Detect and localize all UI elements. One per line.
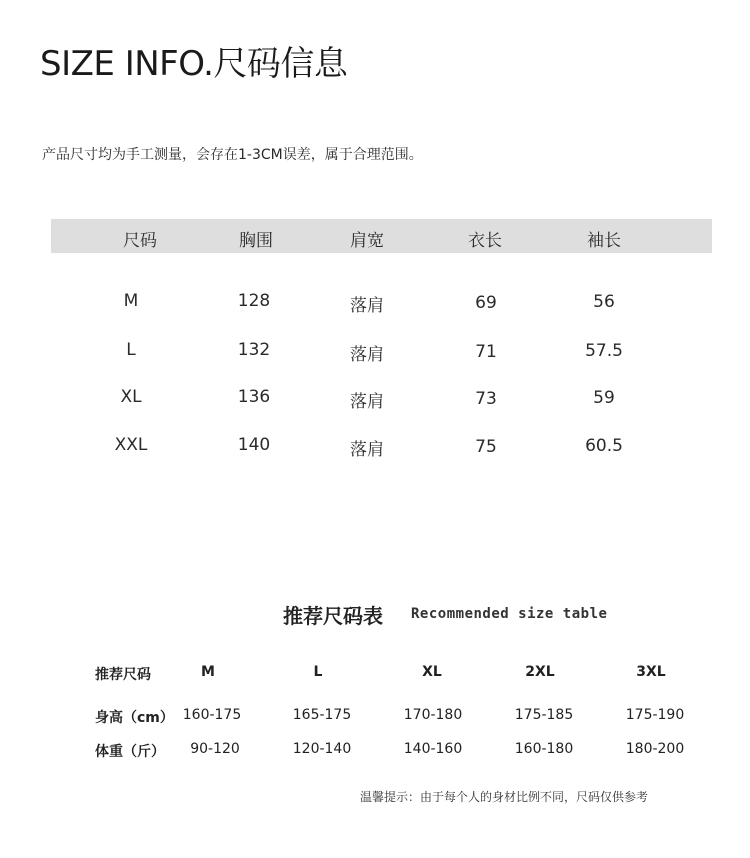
recommend-size: L (313, 664, 323, 680)
recommend-value: 175-190 (625, 707, 685, 723)
recommend-value: 175-185 (514, 707, 574, 723)
recommend-value: 170-180 (403, 707, 463, 723)
cell-length: 73 (475, 389, 497, 409)
cell-size: M (123, 291, 139, 311)
header-length: 衣长 (468, 231, 502, 251)
table-row (51, 387, 712, 417)
cell-shoulder: 落肩 (350, 296, 384, 316)
recommend-row-label: 体重（斤） (95, 744, 165, 760)
header-size: 尺码 (123, 231, 157, 251)
cell-sleeve: 56 (593, 292, 615, 312)
table-row (51, 340, 712, 370)
recommend-value: 180-200 (625, 741, 685, 757)
recommend-value: 160-180 (514, 741, 574, 757)
page-title: SIZE INFO.尺码信息 (40, 44, 348, 84)
recommend-header-label: 推荐尺码 (95, 667, 151, 683)
table-row (51, 291, 712, 321)
recommend-height-row (0, 707, 750, 731)
recommend-row-label: 身高（cm） (95, 710, 174, 726)
recommend-size: 3XL (636, 664, 666, 680)
cell-size: XXL (114, 435, 148, 455)
cell-chest: 132 (237, 340, 271, 360)
table-row (51, 435, 712, 465)
measurement-note: 产品尺寸均为手工测量，会存在1-3CM误差，属于合理范围。 (42, 147, 423, 163)
cell-chest: 136 (237, 387, 271, 407)
recommend-value: 140-160 (403, 741, 463, 757)
cell-shoulder: 落肩 (350, 345, 384, 365)
cell-length: 75 (475, 437, 497, 457)
cell-sleeve: 57.5 (585, 341, 623, 361)
cell-length: 71 (475, 342, 497, 362)
cell-size: L (126, 340, 136, 360)
cell-sleeve: 60.5 (585, 436, 623, 456)
size-table (51, 219, 712, 460)
cell-shoulder: 落肩 (350, 392, 384, 412)
cell-chest: 128 (237, 291, 271, 311)
cell-chest: 140 (237, 435, 271, 455)
header-chest: 胸围 (239, 231, 273, 251)
size-tip: 温馨提示：由于每个人的身材比例不同，尺码仅供参考 (360, 790, 649, 804)
cell-length: 69 (475, 293, 497, 313)
cell-sleeve: 59 (593, 388, 615, 408)
recommend-weight-row (0, 741, 750, 765)
recommend-value: 160-175 (182, 707, 242, 723)
recommend-value: 90-120 (190, 741, 240, 757)
recommend-size: 2XL (525, 664, 555, 680)
header-shoulder: 肩宽 (350, 231, 384, 251)
size-table-header (51, 219, 712, 253)
recommend-value: 120-140 (292, 741, 352, 757)
header-sleeve: 袖长 (587, 231, 621, 251)
recommend-size: XL (422, 664, 442, 680)
cell-shoulder: 落肩 (350, 440, 384, 460)
recommend-title-en: Recommended size table (411, 606, 608, 622)
recommend-value: 165-175 (292, 707, 352, 723)
recommend-size: M (201, 664, 215, 680)
cell-size: XL (120, 387, 142, 407)
recommend-header-row (0, 664, 750, 688)
recommend-title-cn: 推荐尺码表 (283, 604, 383, 628)
